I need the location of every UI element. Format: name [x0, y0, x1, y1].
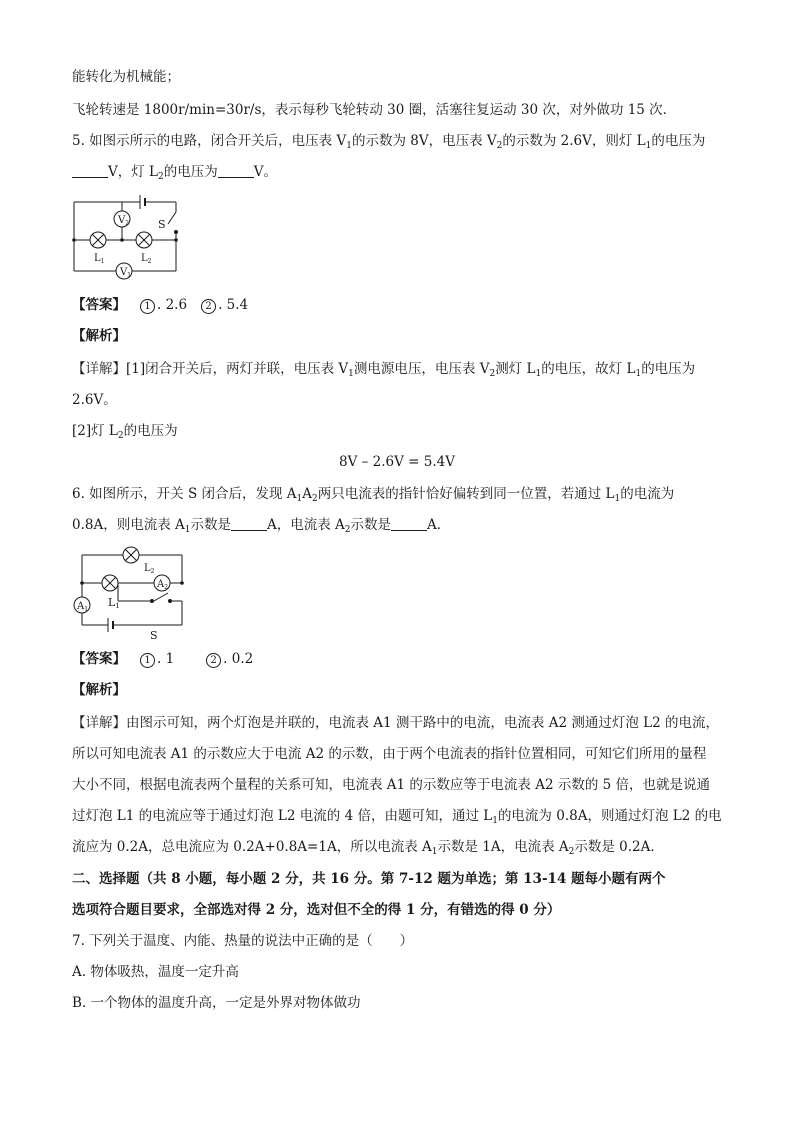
l1-label: L1	[108, 596, 120, 610]
q6-detail-line-4: 过灯泡 L1 的电流应等于通过灯泡 L2 电流的 4 倍，由题可知，通过 $L_1$的电流为 0.8A，则通过灯泡 L2 的电	[72, 808, 722, 826]
q6-stem-line-2: 0.8A，则电流表 $A_1$示数是 A，电流表 $A_2$示数是 A．	[72, 517, 451, 535]
q7-option-a: A. 物体吸热，温度一定升高	[72, 964, 239, 980]
q5-detail-line-2: 2.6V。	[72, 392, 117, 408]
intro-line-1: 能转化为机械能；	[72, 69, 180, 85]
q5-stem-line-2: V，灯 $L_2$的电压为 V。	[72, 163, 277, 181]
v1-label: $V_1$	[120, 267, 132, 279]
answer-blank[interactable]	[218, 164, 254, 178]
q5-stem-line-1: 5. 如图示所示的电路，闭合开关后，电压表 $V_1$的示数为 8V，电压表 $V_2$的示数为 2.6V，则灯 $L_1$的电压为	[72, 133, 706, 151]
q6-detail-line-5: 流应为 0.2A，总电流应为 0.2A+0.8A=1A，所以电流表 $A_1$示数是 1A，电流表 $A_2$示数是 0.2A．	[72, 839, 664, 857]
l2-label: $L_2$	[141, 253, 152, 265]
answer-blank[interactable]	[72, 164, 108, 178]
a2-label: $A_2$	[157, 579, 169, 591]
a1-label: $A_1$	[77, 601, 89, 613]
section-heading-line-2: 选项符合题目要求，全部选对得 2 分，选对但不全的得 1 分，有错选的得 0 分）	[72, 902, 561, 918]
q5-answer: 【答案】 1 . 2.6 2 . 5.4	[72, 297, 249, 313]
q6-circuit-diagram	[70, 543, 194, 643]
q6-analysis-label: 【解析】	[72, 682, 126, 698]
q6-detail-line-2: 所以可知电流表 A1 的示数应大于电流 A2 的示数，由于两个电流表的指针位置相同，可知它们所用的量程	[72, 746, 707, 762]
section-heading-line-1: 二、选择题（共 8 小题，每小题 2 分，共 16 分。第 7-12 题为单选；第 13-14 题每小题有两个	[72, 871, 666, 887]
q6-stem-line-1: 6. 如图所示，开关 S 闭合后，发现 $A_1A_2$两只电流表的指针恰好偏转到同一位置，若通过 $L_1$的电流为	[72, 486, 675, 504]
intro-line-2: 飞轮转速是 1800r/min=30r/s，表示每秒飞轮转动 30 圈，活塞往复运动 30 次，对外做功 15 次．	[72, 102, 677, 118]
switch-label: S	[150, 629, 158, 642]
q5-circuit-diagram	[68, 190, 188, 286]
switch-label: S	[158, 218, 166, 231]
q7-option-b: B. 一个物体的温度升高，一定是外界对物体做功	[72, 995, 361, 1011]
l1-label: $L_1$	[94, 253, 105, 265]
l2-label: $L_2$	[144, 563, 155, 575]
v2-label: $V_2$	[118, 215, 130, 227]
q6-answer: 【答案】 1 . 1 2 . 0.2	[72, 651, 254, 667]
q5-formula: 8V – 2.6V = 5.4V	[338, 454, 455, 470]
q6-detail-line-3: 大小不同，根据电流表两个量程的关系可知，电流表 A1 的示数应等于电流表 A2 示数的 5 倍，也就是说通	[72, 777, 711, 793]
q7-stem: 7. 下列关于温度、内能、热量的说法中正确的是（ ）	[72, 933, 414, 949]
answer-blank[interactable]	[231, 517, 267, 531]
q6-detail-line-1: 【详解】由图示可知，两个灯泡是并联的，电流表 A1 测干路中的电流，电流表 A2 测通过灯泡 L2 的电流，	[72, 715, 719, 731]
q5-detail-line-3: [2]灯 $L_2$的电压为	[72, 423, 178, 441]
q5-detail-line-1: 【详解】[1]闭合开关后，两灯并联，电压表 $V_1$测电源电压，电压表 $V_2$测灯 $L_1$的电压，故灯 $L_1$的电压为	[72, 361, 696, 379]
q5-analysis-label: 【解析】	[72, 328, 126, 344]
answer-blank[interactable]	[391, 517, 427, 531]
